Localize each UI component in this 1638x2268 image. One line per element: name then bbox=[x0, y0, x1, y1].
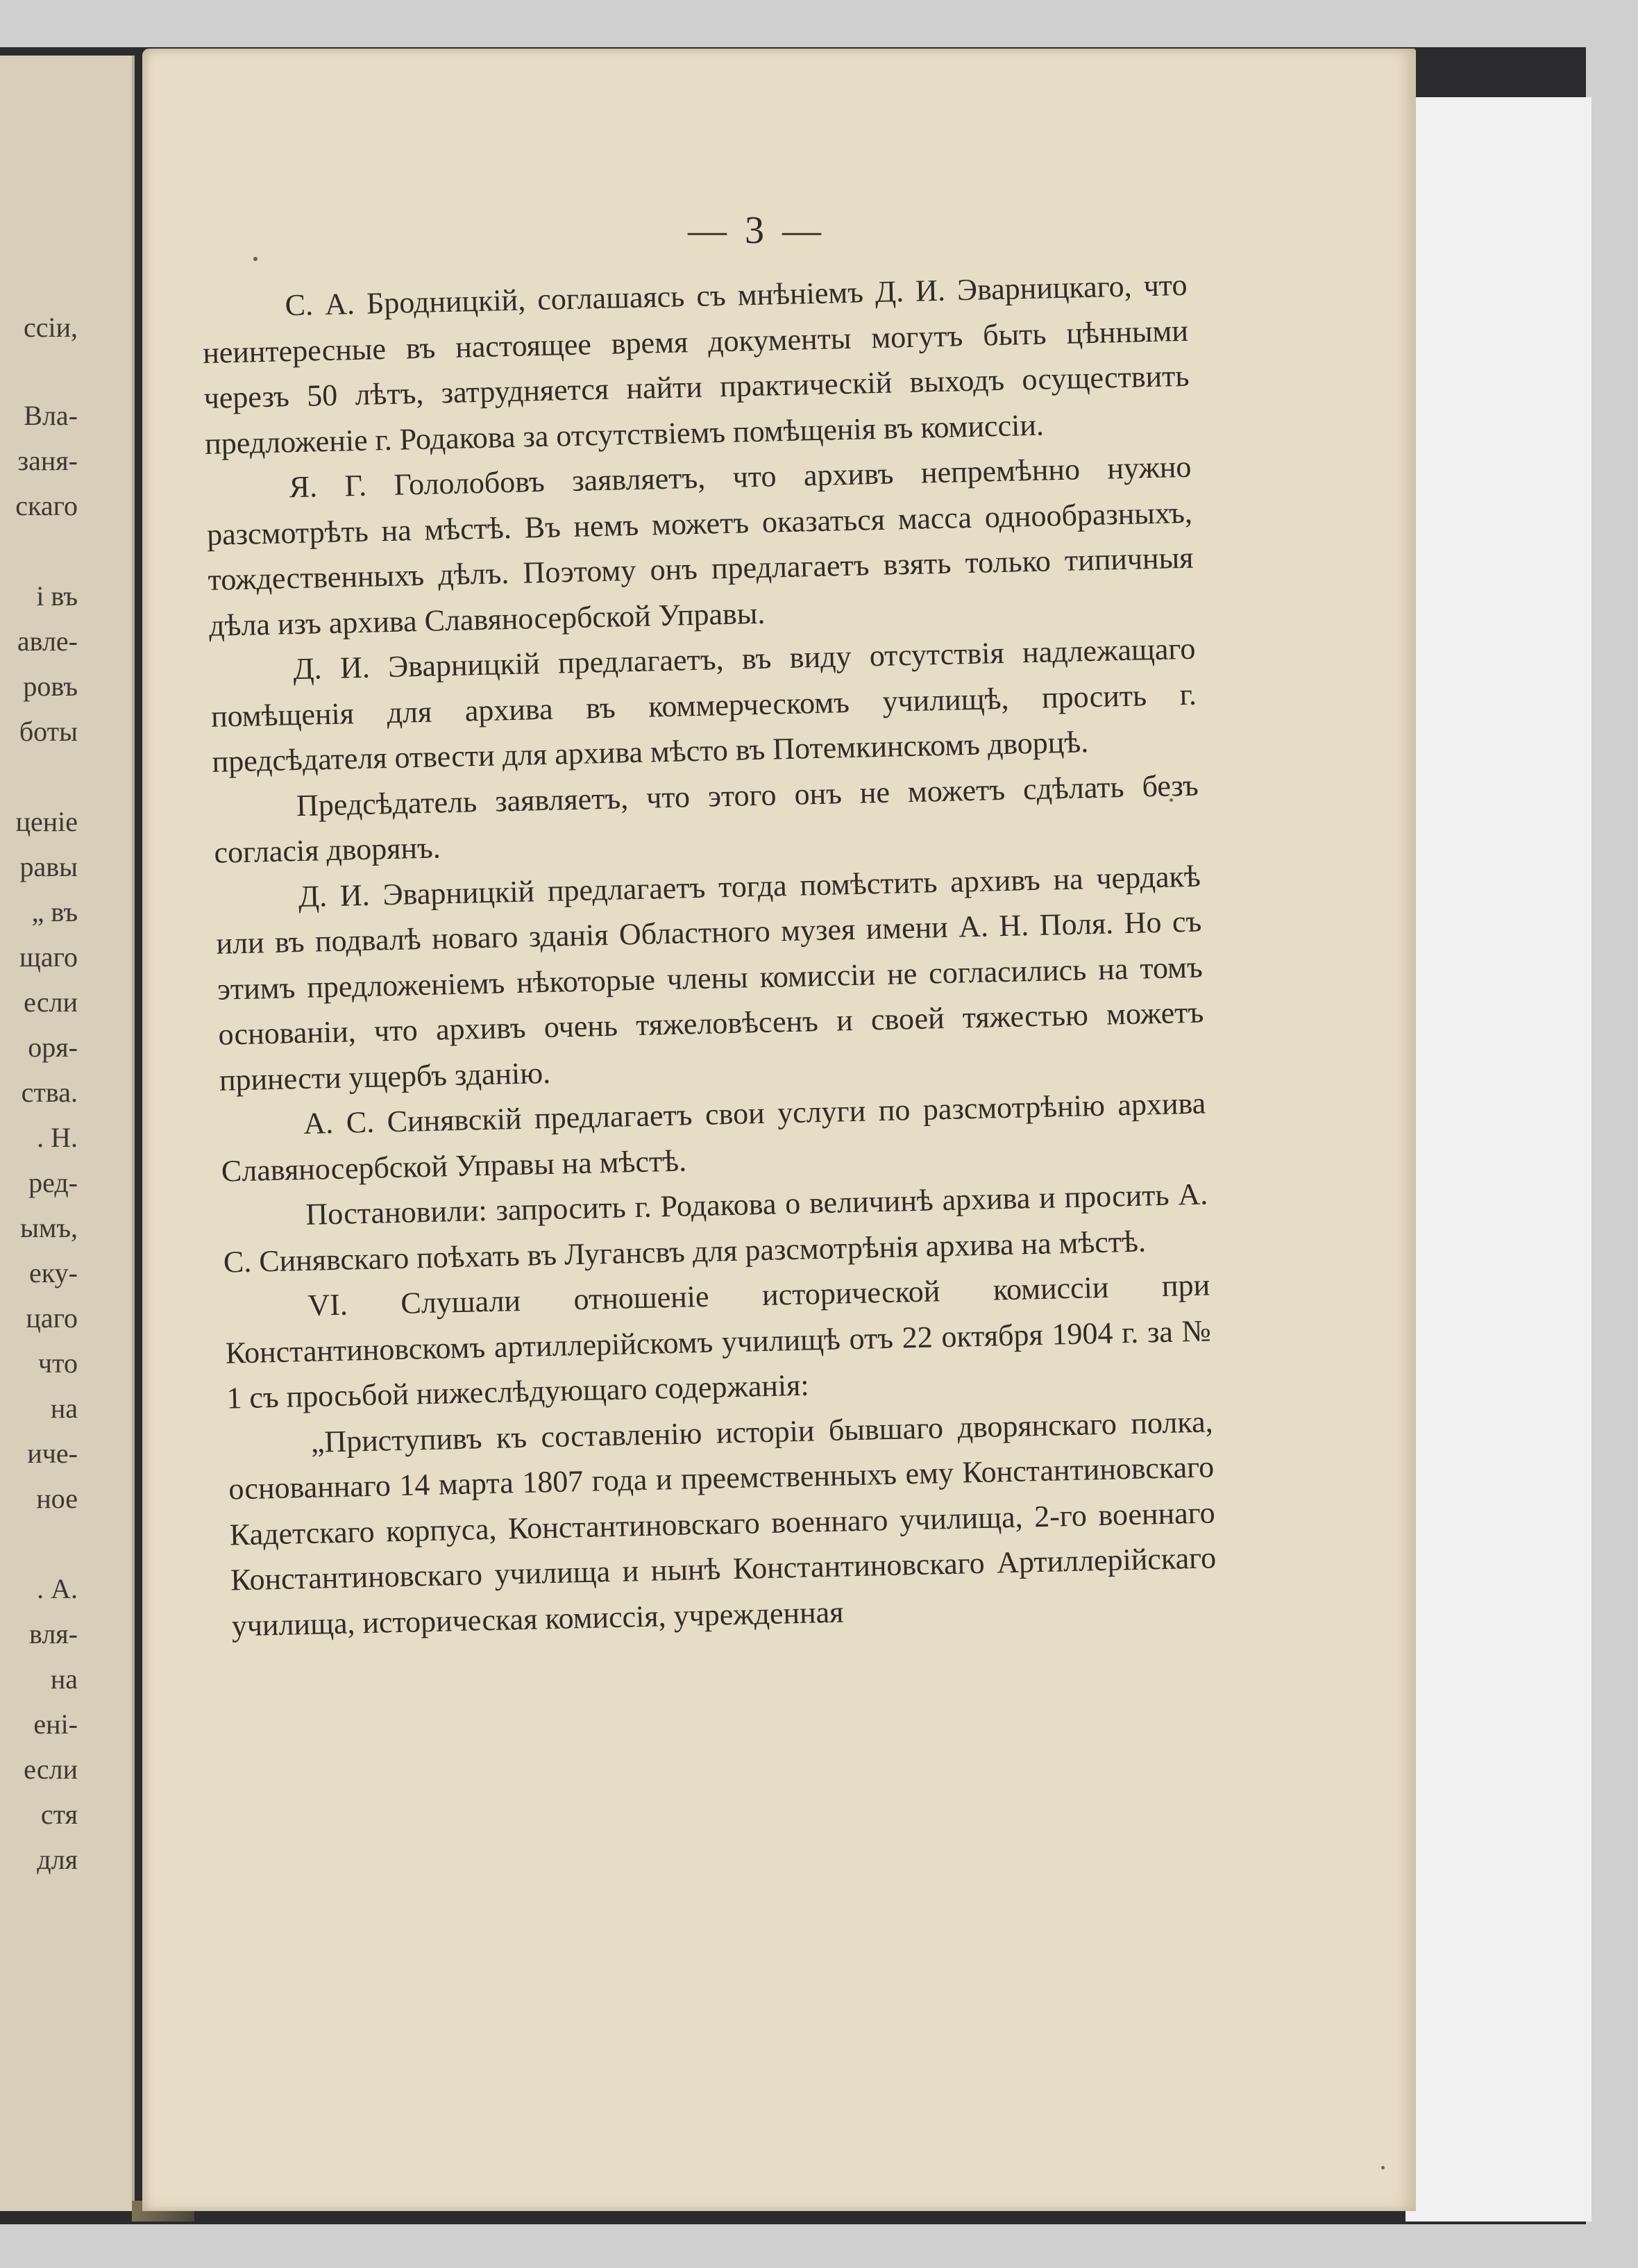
paragraph-section-vi: VI. Слушали отношеніе исторической комиссіи при Константиновскомъ артиллерійскомъ училищѣ отъ 22 октября 1904 г. за № 1 съ просьбой нижеслѣдующаго содержанія: bbox=[225, 1268, 1212, 1416]
left-page bbox=[0, 56, 135, 2211]
left-page-fragment: ымъ, bbox=[20, 1212, 78, 1243]
left-page-fragment: еку- bbox=[29, 1257, 78, 1288]
left-page-fragment: для bbox=[37, 1844, 78, 1875]
left-page-fragment: . Н. bbox=[37, 1122, 78, 1153]
left-page-fragment: вля- bbox=[28, 1618, 78, 1649]
next-page-edge bbox=[1405, 97, 1591, 2221]
left-page-fragment: цаго bbox=[26, 1302, 78, 1334]
left-page-fragment: ценіе bbox=[15, 806, 78, 837]
left-page-fragment: ное bbox=[36, 1483, 78, 1514]
paragraph-resolution: Постановили: запросить г. Родакова о величинѣ архива и просить А. С. Синявскаго поѣхать въ Лугансвъ для разсмотрѣнія архива на мѣстѣ. bbox=[223, 1177, 1208, 1279]
paper-speck bbox=[253, 257, 257, 261]
left-page-fragment: боты bbox=[19, 716, 78, 747]
left-page-fragment: на bbox=[50, 1663, 78, 1695]
left-page-fragment: авле- bbox=[17, 625, 78, 657]
paragraph-evarnitsky-1: Д. И. Эварницкій предлагаетъ, въ виду отсутствія надлежащаго помѣщенія для архива въ коммерческомъ училищѣ, просить г. предсѣдателя отвести для архива мѣсто въ Потемкинскомъ дворцѣ. bbox=[210, 631, 1197, 779]
left-page-fragment: на bbox=[50, 1393, 78, 1424]
left-page-fragment: „ въ bbox=[31, 896, 78, 927]
left-page-fragment: ред- bbox=[28, 1167, 78, 1198]
left-page-fragment: если bbox=[24, 1754, 78, 1785]
left-page-fragment: скаго bbox=[15, 490, 78, 521]
left-page-fragment: если bbox=[24, 986, 78, 1018]
left-page-fragment: стя bbox=[40, 1799, 78, 1830]
left-page-fragment: что bbox=[37, 1347, 78, 1379]
paragraph-brodnitsky: С. А. Бродницкій, соглашаясь съ мнѣніемъ Д. И. Эварницкаго, что неинтересные въ настоящее время документы могутъ быть цѣнными черезъ 50 лѣтъ, затрудняется найти практическій выходъ осуществить предложеніе г. Родакова за отсутствіемъ помѣщенія въ комиссіи. bbox=[202, 267, 1190, 461]
paragraph-quotation: „Приступивъ къ составленію исторіи бывшаго дворянскаго полка, основаннаго 14 марта 1807 года и преемственныхъ ему Константиновскаго Кадетскаго корпуса, Константиновскаго военнаго училища, 2-го военнаго Константиновскаго училища и нынѣ Константиновскаго Артиллерійскаго училища, историческая комиссія, учрежденная bbox=[228, 1404, 1217, 1643]
left-page-fragment: Вла- bbox=[24, 400, 78, 431]
left-page-fragment: ені- bbox=[33, 1708, 78, 1740]
left-page-fragment: і въ bbox=[36, 580, 78, 612]
left-page-fragment: ровъ bbox=[23, 671, 78, 702]
left-page-fragment: ства. bbox=[21, 1077, 78, 1108]
body-text bbox=[201, 262, 1217, 1649]
paper-speck bbox=[1381, 2166, 1385, 2169]
paragraph-gololobov: Я. Г. Гололобовъ заявляетъ, что архивъ непремѣнно нужно разсмотрѣть на мѣстѣ. Въ немъ можетъ оказаться масса однообразныхъ, тождественныхъ дѣлъ. Поэтому онъ предлагаетъ взять только типичныя дѣла изъ архива Славяносербской Управы. bbox=[206, 449, 1194, 643]
left-page-fragment: ссіи, bbox=[23, 312, 78, 343]
left-page-fragment: заня- bbox=[17, 445, 78, 476]
left-page-fragment: оря- bbox=[28, 1032, 78, 1063]
left-page-fragment: иче- bbox=[27, 1438, 78, 1469]
left-page-fragment: . А. bbox=[37, 1573, 78, 1604]
page-number: — 3 — bbox=[688, 209, 825, 252]
paragraph-sinyavsky: А. С. Синявскій предлагаетъ свои услуги по разсмотрѣнію архива Славяносербской Управы на мѣстѣ. bbox=[221, 1086, 1206, 1188]
left-page-fragment: равы bbox=[19, 851, 78, 882]
paragraph-evarnitsky-2: Д. И. Эварницкій предлагаетъ тогда помѣстить архивъ на чердакѣ или въ подвалѣ новаго зданія Областного музея имени А. Н. Поля. Но съ этимъ предложеніемъ нѣкоторые члены комиссіи не согласились на томъ основаніи, что архивъ очень тяжеловѣсенъ и своей тяжестью можетъ принести ущербъ зданію. bbox=[215, 859, 1204, 1098]
left-page-fragment: щаго bbox=[19, 941, 78, 973]
paragraph-chairman: Предсѣдатель заявляетъ, что этого онъ не можетъ сдѣлать безъ согласія дворянъ. bbox=[214, 768, 1199, 870]
